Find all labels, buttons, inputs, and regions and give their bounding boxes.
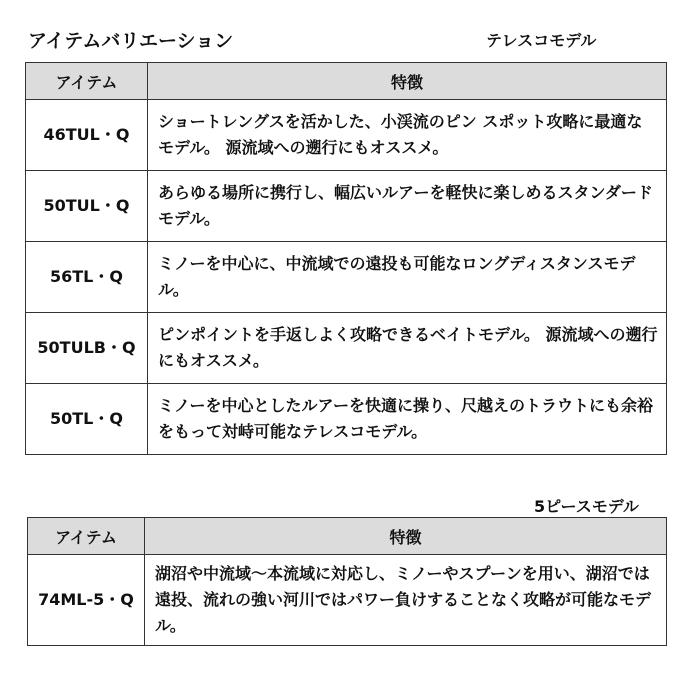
item-name: 56TL・Q [26, 242, 148, 313]
telescope-model-label: テレスコモデル [486, 31, 597, 50]
item-column-header: アイテム [26, 63, 148, 100]
table-row [26, 100, 667, 171]
page-title: アイテムバリエーション [28, 30, 234, 52]
five-piece-model-label: 5ピースモデル [534, 497, 639, 516]
table-row [26, 171, 667, 242]
table-row [26, 313, 667, 384]
telescope-spec-table [25, 62, 667, 455]
table-header-row [26, 63, 667, 100]
table-header-row [28, 518, 667, 555]
item-feature: 湖沼や中流域～本流域に対応し、ミノーやスプーンを用い、湖沼では遠投、流れの強い河川ではパワー負けすることなく攻略が可能なモデル。 [145, 555, 667, 646]
item-name: 46TUL・Q [26, 100, 148, 171]
item-feature: ミノーを中心に、中流域での遠投も可能なロングディスタンスモデル。 [148, 242, 667, 313]
item-name: 74ML-5・Q [28, 555, 145, 646]
feature-column-header: 特徴 [148, 63, 667, 100]
table-row [26, 384, 667, 455]
item-feature: ショートレングスを活かした、小渓流のピン スポット攻略に最適なモデル。 源流域への遡行にもオススメ。 [148, 100, 667, 171]
item-name: 50TL・Q [26, 384, 148, 455]
table-row [28, 555, 667, 646]
item-feature: ミノーを中心としたルアーを快適に操り、尺越えのトラウトにも余裕をもって対峙可能なテレスコモデル。 [148, 384, 667, 455]
feature-column-header: 特徴 [145, 518, 667, 555]
item-feature: あらゆる場所に携行し、幅広いルアーを軽快に楽しめるスタンダードモデル。 [148, 171, 667, 242]
item-feature: ピンポイントを手返しよく攻略できるベイトモデル。 源流域への遡行にもオススメ。 [148, 313, 667, 384]
five-piece-spec-table [27, 517, 667, 646]
item-name: 50TUL・Q [26, 171, 148, 242]
item-name: 50TULB・Q [26, 313, 148, 384]
item-column-header: アイテム [28, 518, 145, 555]
table-row [26, 242, 667, 313]
